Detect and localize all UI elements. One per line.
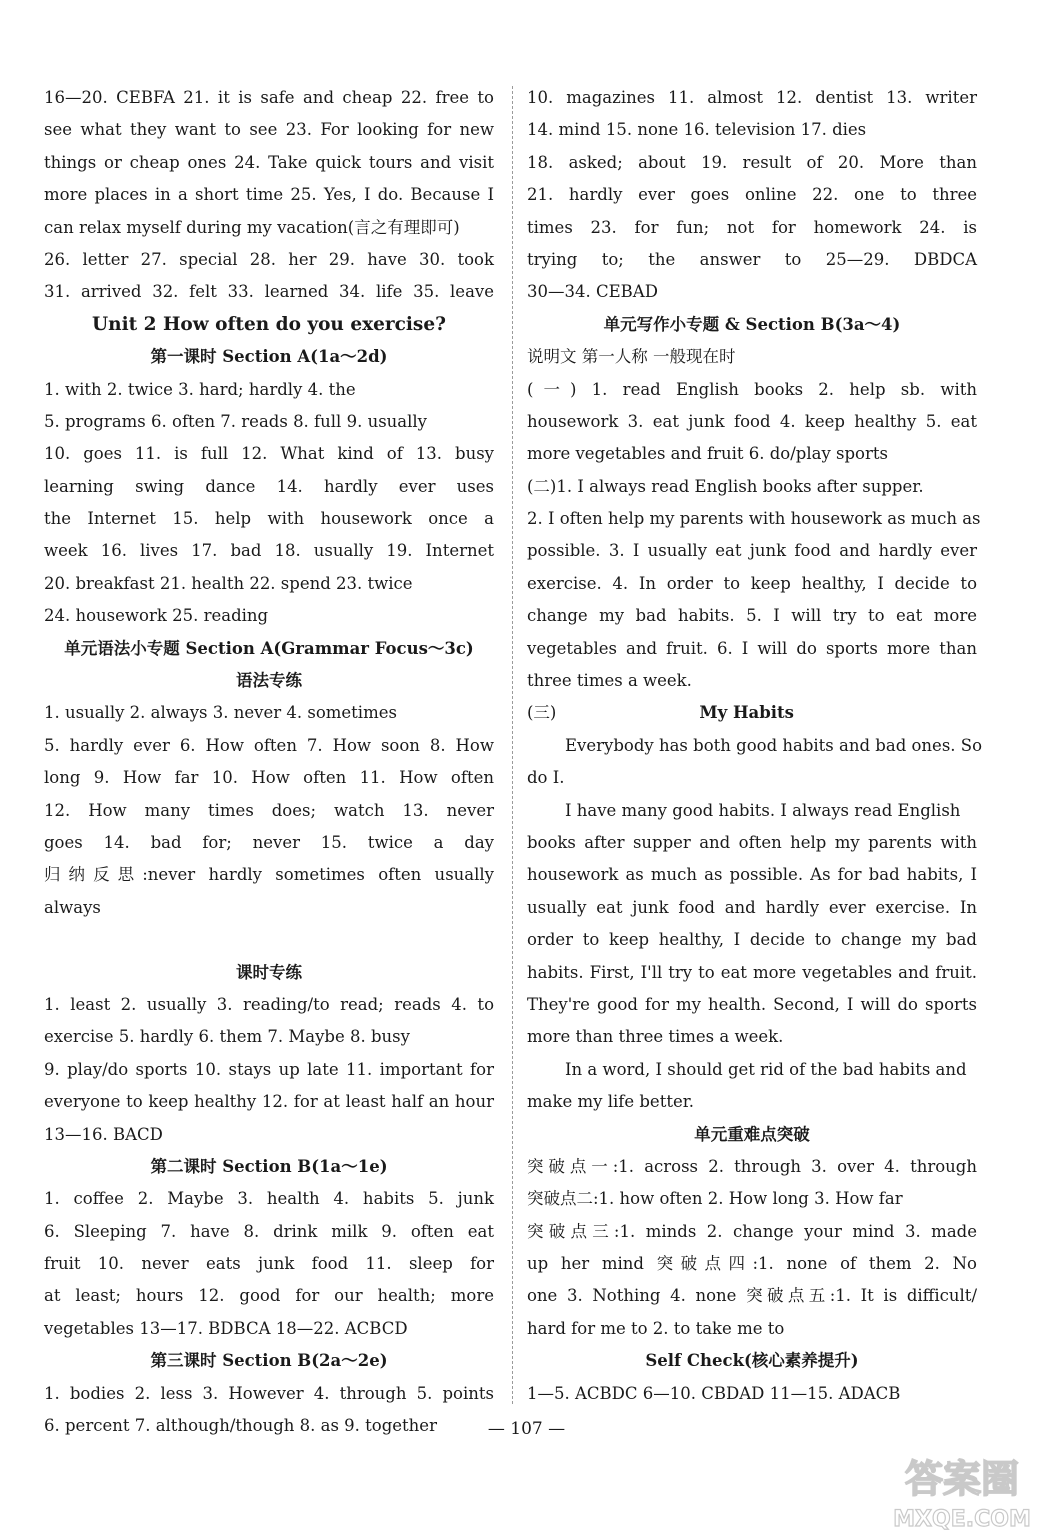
right-answer-line: 突破点二:1. how often 2. How long 3. How far [527, 1189, 903, 1209]
right-answer-line: trying to; the answer to 25—29. DBDCA [527, 249, 977, 269]
left-section-heading: 单元语法小专题 Section A(Grammar Focus～3c) [64, 638, 474, 658]
right-answer-line: order to keep healthy, I decide to change my bad [527, 930, 977, 950]
right-answer-column [527, 82, 983, 1410]
left-answer-line: week 16. lives 17. bad 18. usually 19. Internet [44, 541, 494, 561]
left-section-heading: 第一课时 Section A(1a～2d) [150, 347, 388, 367]
right-answer-line: (二)1. I always read English books after supper. [527, 476, 924, 496]
right-answer-line: habits. First, I'll try to eat more vegetables and fruit. [527, 962, 977, 982]
watermark-logo-text: 答案圈 [904, 1457, 1020, 1501]
left-answer-line: 12. How many times does; watch 13. never [44, 800, 494, 820]
right-answer-line: three times a week. [527, 671, 692, 691]
right-answer-line: times 23. for fun; not for homework 24. is [527, 217, 977, 237]
right-section-heading: 单元重难点突破 [694, 1124, 810, 1144]
right-answer-line: make my life better. [527, 1092, 695, 1112]
left-answer-line: 1. usually 2. always 3. never 4. sometimes [44, 703, 397, 723]
left-answer-column [44, 82, 494, 1442]
right-answer-line: 21. hardly ever goes online 22. one to three [527, 185, 977, 205]
right-answer-line: 30—34. CEBAD [527, 282, 658, 302]
left-answer-line: everyone to keep healthy 12. for at least half an hour [44, 1092, 494, 1112]
essay-part-label: (三) [527, 703, 557, 723]
left-answer-line: see what they want to see 23. For looking for new [44, 120, 494, 140]
left-answer-line: things or cheap ones 24. Take quick tours and visit [44, 152, 494, 172]
left-answer-line: 24. housework 25. reading [44, 606, 269, 626]
left-answer-line: goes 14. bad for; never 15. twice a day [44, 832, 494, 852]
right-answer-line: books after supper and often help my parents with [527, 832, 977, 852]
page-number: — 107 — [487, 1419, 566, 1439]
right-answer-line: housework as much as possible. As for bad habits, I [527, 865, 977, 885]
right-answer-line: change my bad habits. 5. I will try to eat more [527, 606, 977, 626]
left-answer-line: 1. bodies 2. less 3. However 4. through 5. points [44, 1383, 494, 1403]
column-divider [512, 86, 513, 1404]
left-answer-line: 9. play/do sports 10. stays up late 11. important for [44, 1059, 494, 1079]
right-answer-line: 突破点三:1. minds 2. change your mind 3. made [527, 1221, 977, 1241]
left-answer-line: exercise 5. hardly 6. them 7. Maybe 8. busy [44, 1027, 410, 1047]
right-answer-line: 说明文 第一人称 一般现在时 [527, 347, 736, 367]
left-answer-line: can relax myself during my vacation(言之有理即可) [44, 217, 460, 237]
left-section-heading: 第三课时 Section B(2a～2e) [150, 1351, 388, 1371]
left-answer-line: 31. arrived 32. felt 33. learned 34. life 35. leave [44, 282, 494, 302]
left-answer-line: more places in a short time 25. Yes, I do. Because I [44, 185, 494, 205]
right-answer-line: 14. mind 15. none 16. television 17. dies [527, 120, 867, 140]
right-answer-line: housework 3. eat junk food 4. keep healthy 5. eat [527, 411, 977, 431]
right-answer-line: I have many good habits. I always read English [565, 800, 961, 820]
left-answer-line: 10. goes 11. is full 12. What kind of 13. busy [44, 444, 494, 464]
right-answer-line: more than three times a week. [527, 1027, 784, 1047]
watermark-url: MXQE.COM [893, 1507, 1031, 1532]
left-answer-line: at least; hours 12. good for our health; more [44, 1286, 494, 1306]
right-answer-line: (一) 1. read English books 2. help sb. with [527, 379, 977, 399]
right-answer-line: 18. asked; about 19. result of 20. More than [527, 152, 977, 172]
left-answer-line [44, 924, 494, 956]
right-answer-line: 突破点一:1. across 2. through 3. over 4. through [527, 1156, 977, 1176]
left-answer-line: 1. with 2. twice 3. hard; hardly 4. the [44, 379, 356, 399]
right-answer-line: Everybody has both good habits and bad ones. So [565, 735, 983, 755]
right-answer-line: exercise. 4. In order to keep healthy, I decide to [527, 573, 977, 593]
left-answer-line: 20. breakfast 21. health 22. spend 23. twice [44, 573, 413, 593]
left-answer-line: 6. Sleeping 7. have 8. drink milk 9. often eat [44, 1221, 494, 1241]
left-answer-line: long 9. How far 10. How often 11. How often [44, 768, 494, 788]
right-answer-line: possible. 3. I usually eat junk food and hardly ever [527, 541, 977, 561]
right-answer-line: more vegetables and fruit 6. do/play sports [527, 444, 888, 464]
left-answer-line: 5. programs 6. often 7. reads 8. full 9. usually [44, 411, 428, 431]
watermark-logo [877, 1448, 1047, 1532]
right-answer-line: 1—5. ACBDC 6—10. CBDAD 11—15. ADACB [527, 1383, 901, 1403]
left-answer-line: 5. hardly ever 6. How often 7. How soon 8. How [44, 735, 494, 755]
right-answer-line: usually eat junk food and hardly ever exercise. In [527, 897, 977, 917]
left-answer-line: learning swing dance 14. hardly ever uses [44, 476, 494, 496]
left-answer-line: 归纳反思:never hardly sometimes often usually [44, 865, 494, 885]
right-answer-line: do I. [527, 768, 565, 788]
left-answer-line: fruit 10. never eats junk food 11. sleep for [44, 1254, 494, 1274]
left-section-heading: 课时专练 [236, 962, 302, 982]
left-answer-line: the Internet 15. help with housework once a [44, 509, 494, 529]
left-section-heading: 语法专练 [236, 671, 302, 691]
right-answer-line: up her mind 突破点四:1. none of them 2. No [527, 1254, 977, 1274]
right-section-heading: Self Check(核心素养提升) [645, 1351, 859, 1371]
left-answer-line: vegetables 13—17. BDBCA 18—22. ACBCD [44, 1318, 408, 1338]
right-essay-heading [527, 697, 977, 729]
left-section-heading: 第二课时 Section B(1a～1e) [150, 1156, 388, 1176]
left-unit-title: Unit 2 How often do you exercise? [92, 313, 446, 335]
right-answer-line: hard for me to 2. to take me to [527, 1318, 785, 1338]
left-answer-line: 13—16. BACD [44, 1124, 163, 1144]
left-answer-line: 1. least 2. usually 3. reading/to read; reads 4. to [44, 994, 494, 1014]
left-answer-line: 16—20. CEBFA 21. it is safe and cheap 22. free to [44, 88, 494, 107]
right-answer-line: They're good for my health. Second, I will do sports [527, 994, 977, 1014]
right-answer-line: 10. magazines 11. almost 12. dentist 13. writer [527, 88, 977, 107]
right-answer-line: 2. I often help my parents with housework as much as [527, 509, 981, 529]
left-answer-line: 6. percent 7. although/though 8. as 9. together [44, 1416, 437, 1436]
right-answer-line: one 3. Nothing 4. none 突破点五:1. It is difficult/ [527, 1286, 977, 1306]
essay-title: My Habits [699, 703, 794, 723]
right-answer-line: vegetables and fruit. 6. I will do sports more than [527, 638, 977, 658]
right-answer-line: In a word, I should get rid of the bad habits and [565, 1059, 967, 1079]
left-answer-line: 1. coffee 2. Maybe 3. health 4. habits 5. junk [44, 1189, 494, 1209]
right-section-heading: 单元写作小专题 & Section B(3a～4) [603, 314, 901, 334]
left-answer-line: 26. letter 27. special 28. her 29. have 30. took [44, 249, 494, 269]
left-answer-line: always [44, 897, 101, 917]
